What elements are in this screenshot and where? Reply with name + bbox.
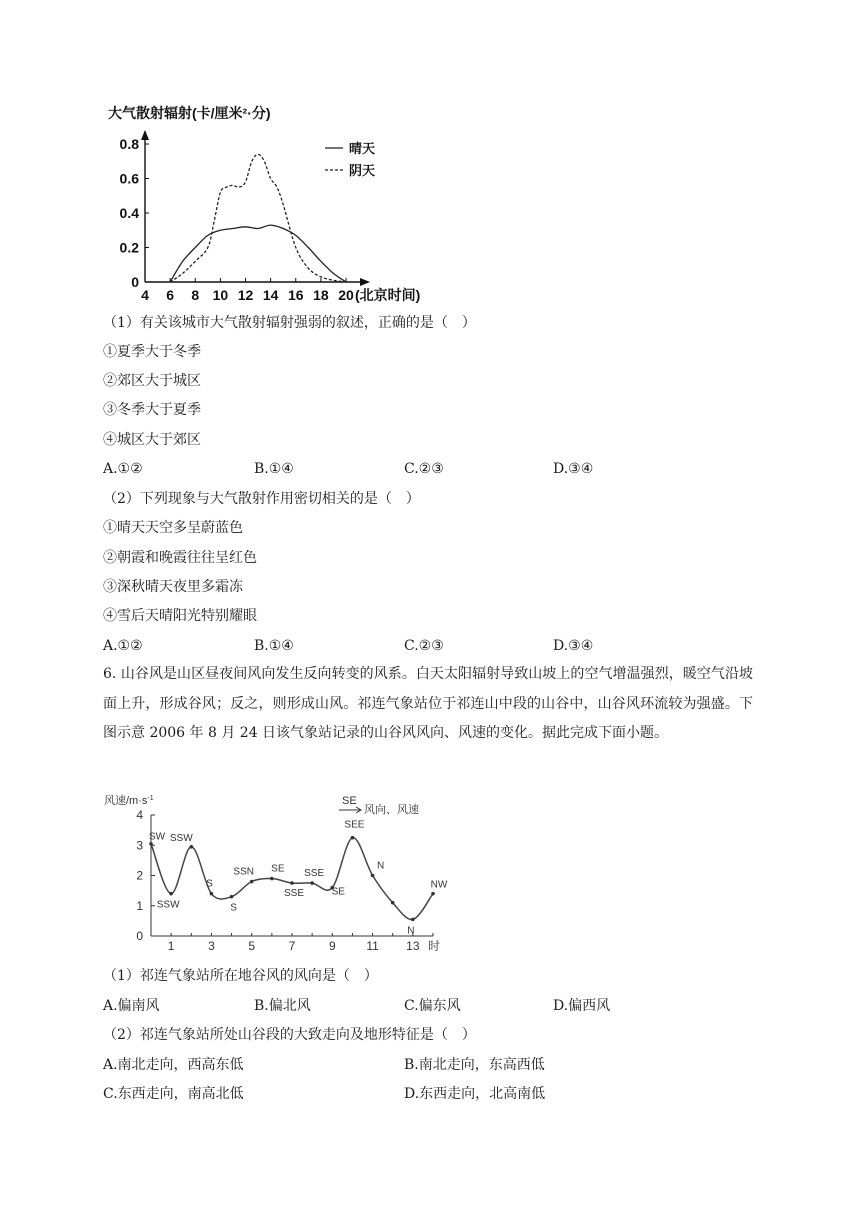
chart2-axes [148,815,433,936]
chart1-xtick-label: 12 [237,287,254,303]
chart2-direction-label: SSW [169,832,193,844]
valley-wind-chart [100,788,448,956]
chart2-direction-label: N [407,925,415,937]
chart2-direction-label: SSE [304,868,325,880]
q5-sub1-stem: （1）有关该城市大气散射辐射强弱的叙述，正确的是（ ） [103,315,476,331]
q5-sub1-item-2: ②郊区大于城区 [103,373,201,389]
chart2-xtick-label: 9 [328,939,336,953]
q5-sub1-item-1: ①夏季大于冬季 [103,344,201,360]
chart2-direction-label: SE [331,886,345,898]
chart1-tick-labels [120,136,421,303]
chart2-point [169,892,173,896]
chart1-ytick-label: 0.8 [119,136,139,152]
q6-sub2-option-c[interactable]: C.东西走向，南高北低 [103,1086,244,1102]
legend-sunny-label: 晴天 [349,141,376,156]
q5-sub2-option-d[interactable]: D.③④ [553,638,594,654]
chart2-direction-label: SEE [344,819,365,831]
q6-sub1-stem: （1）祁连气象站所在地谷风的风向是（ ） [103,968,378,984]
chart2-point [310,881,314,885]
chart2-ytick-label: 2 [136,868,143,883]
chart2-point [250,880,254,884]
chart2-direction-label: NW [430,879,448,891]
chart2-xtick-label: 1 [167,939,175,953]
chart1-xtick-label: 8 [191,287,200,303]
chart1-series-sunny [170,225,346,282]
q5-sub1-item-3: ③冬季大于夏季 [103,402,201,418]
q6-sub2-option-b[interactable]: B.南北走向，东高西低 [404,1057,545,1073]
chart2-direction-labels [149,820,448,937]
chart2-ytick-label: 4 [136,808,143,822]
chart2-legend-label: 风向、风速 [364,804,419,816]
q5-sub1-option-b[interactable]: B.①④ [254,461,294,477]
chart2-direction-label: SE [271,863,285,875]
chart1-axes [141,130,370,286]
chart1-xtick-label: 6 [166,287,175,303]
chart1-ytick-label: 0.6 [119,170,139,187]
chart2-xtick-label: 5 [248,939,256,953]
legend-cloudy-label: 阴天 [349,163,376,178]
chart2-point [391,901,395,905]
chart2-xtick-label: 3 [208,939,215,953]
q5-sub1-option-d[interactable]: D.③④ [553,461,594,477]
chart2-point [290,881,294,885]
chart2-xtick-label: 13 [406,939,420,953]
q6-sub1-option-d[interactable]: D.偏西风 [553,998,611,1014]
chart1-ytick-label: 0 [131,274,139,290]
chart1-xlabel: (北京时间) [355,287,421,303]
q6-sub1-option-c[interactable]: C.偏东风 [404,998,461,1014]
q6-intro: 6. 山谷风是山区昼夜间风向发生反向转变的风系。白天太阳辐射导致山坡上的空气增温强烈，暖空气沿坡面上升，形成谷风；反之，则形成山风。祁连气象站位于祁连山中段的山谷中，山谷风环流较为强盛。下图示意 2006 年 8 月 24 日该气象站记录的山谷风风向、风速的变化。据此完成下面小题。 [103,666,753,741]
chart1-ytick-label: 0.4 [119,205,139,221]
chart1-ylabel: 大气散射辐射(卡/厘米²·分) [108,105,271,121]
chart2-direction-label: SSE [283,888,305,900]
chart1-xtick-label: 14 [262,287,279,303]
chart1-y-axis-arrow [141,130,149,140]
chart2-xtick-label: 7 [288,939,296,953]
chart2-point [189,845,193,849]
chart2-direction-label: S [230,902,237,914]
chart1-xtick-label: 18 [313,287,329,303]
q5-sub2-stem: （2）下列现象与大气散射作用密切相关的是（ ） [103,491,420,507]
q5-sub2-item-1: ①晴天天空多呈蔚蓝色 [103,520,243,536]
q6-sub2-option-d[interactable]: D.东西走向，北高南低 [404,1086,546,1102]
q5-sub2-item-2: ②朝霞和晚霞往往呈红色 [103,550,257,566]
chart1-xtick-label: 10 [212,287,229,303]
chart2-point [210,892,214,896]
chart2-series [149,836,435,921]
chart2-xtick-label: 11 [366,939,379,953]
chart2-point [431,892,435,896]
q5-sub2-option-a[interactable]: A.①② [103,638,143,654]
scattering-radiation-chart [100,96,460,310]
chart2-direction-label: SSN [233,866,254,878]
q6-sub1-option-a[interactable]: A.偏南风 [103,998,160,1014]
chart2-direction-label: SSW [156,899,180,911]
chart2-direction-label: S [206,878,213,890]
q6-sub2-option-a[interactable]: A.南北走向，西高东低 [103,1057,244,1073]
chart2-direction-label: N [376,860,385,872]
chart2-ytick-label: 3 [136,838,143,853]
chart2-tick-labels [136,808,440,953]
chart2-point [351,836,355,840]
chart2-point [230,895,234,899]
chart2-legend-symbol: SE [342,795,357,807]
q6-sub2-stem: （2）祁连气象站所处山谷段的大致走向及地形特征是（ ） [103,1027,476,1043]
q5-sub1-option-a[interactable]: A.①② [103,461,143,477]
chart2-point [371,874,375,878]
chart1-xtick-label: 20 [338,287,354,303]
q5-sub1-item-4: ④城区大于郊区 [103,432,201,448]
chart1-series-cloudy [170,154,346,282]
chart1-xtick-label: 16 [287,287,304,303]
chart2-ytick-label: 1 [136,898,143,913]
q5-sub2-option-b[interactable]: B.①④ [254,638,294,654]
chart2-xlabel: 时 [428,939,441,953]
chart1-ytick-label: 0.2 [119,239,139,256]
chart2-ytick-label: 0 [136,929,143,943]
chart1-x-axis-arrow [360,278,370,286]
q5-sub2-option-c[interactable]: C.②③ [404,638,444,654]
chart2-direction-label: SW [148,831,166,843]
q6-sub1-option-b[interactable]: B.偏北风 [254,998,311,1014]
q5-sub2-item-4: ④雪后天晴阳光特别耀眼 [103,608,257,624]
q5-sub1-option-c[interactable]: C.②③ [404,461,444,477]
chart2-legend [339,795,419,816]
chart2-point [270,877,274,881]
q5-sub2-item-3: ③深秋晴天夜里多霜冻 [103,579,243,595]
chart1-series [170,154,346,282]
chart1-legend [325,141,375,178]
chart1-xtick-label: 4 [141,287,149,303]
chart2-wind-speed-line [151,838,433,920]
chart2-ylabel: 风速$/m\cdot s^{-1}$ [104,795,154,807]
chart2-point [411,918,415,922]
